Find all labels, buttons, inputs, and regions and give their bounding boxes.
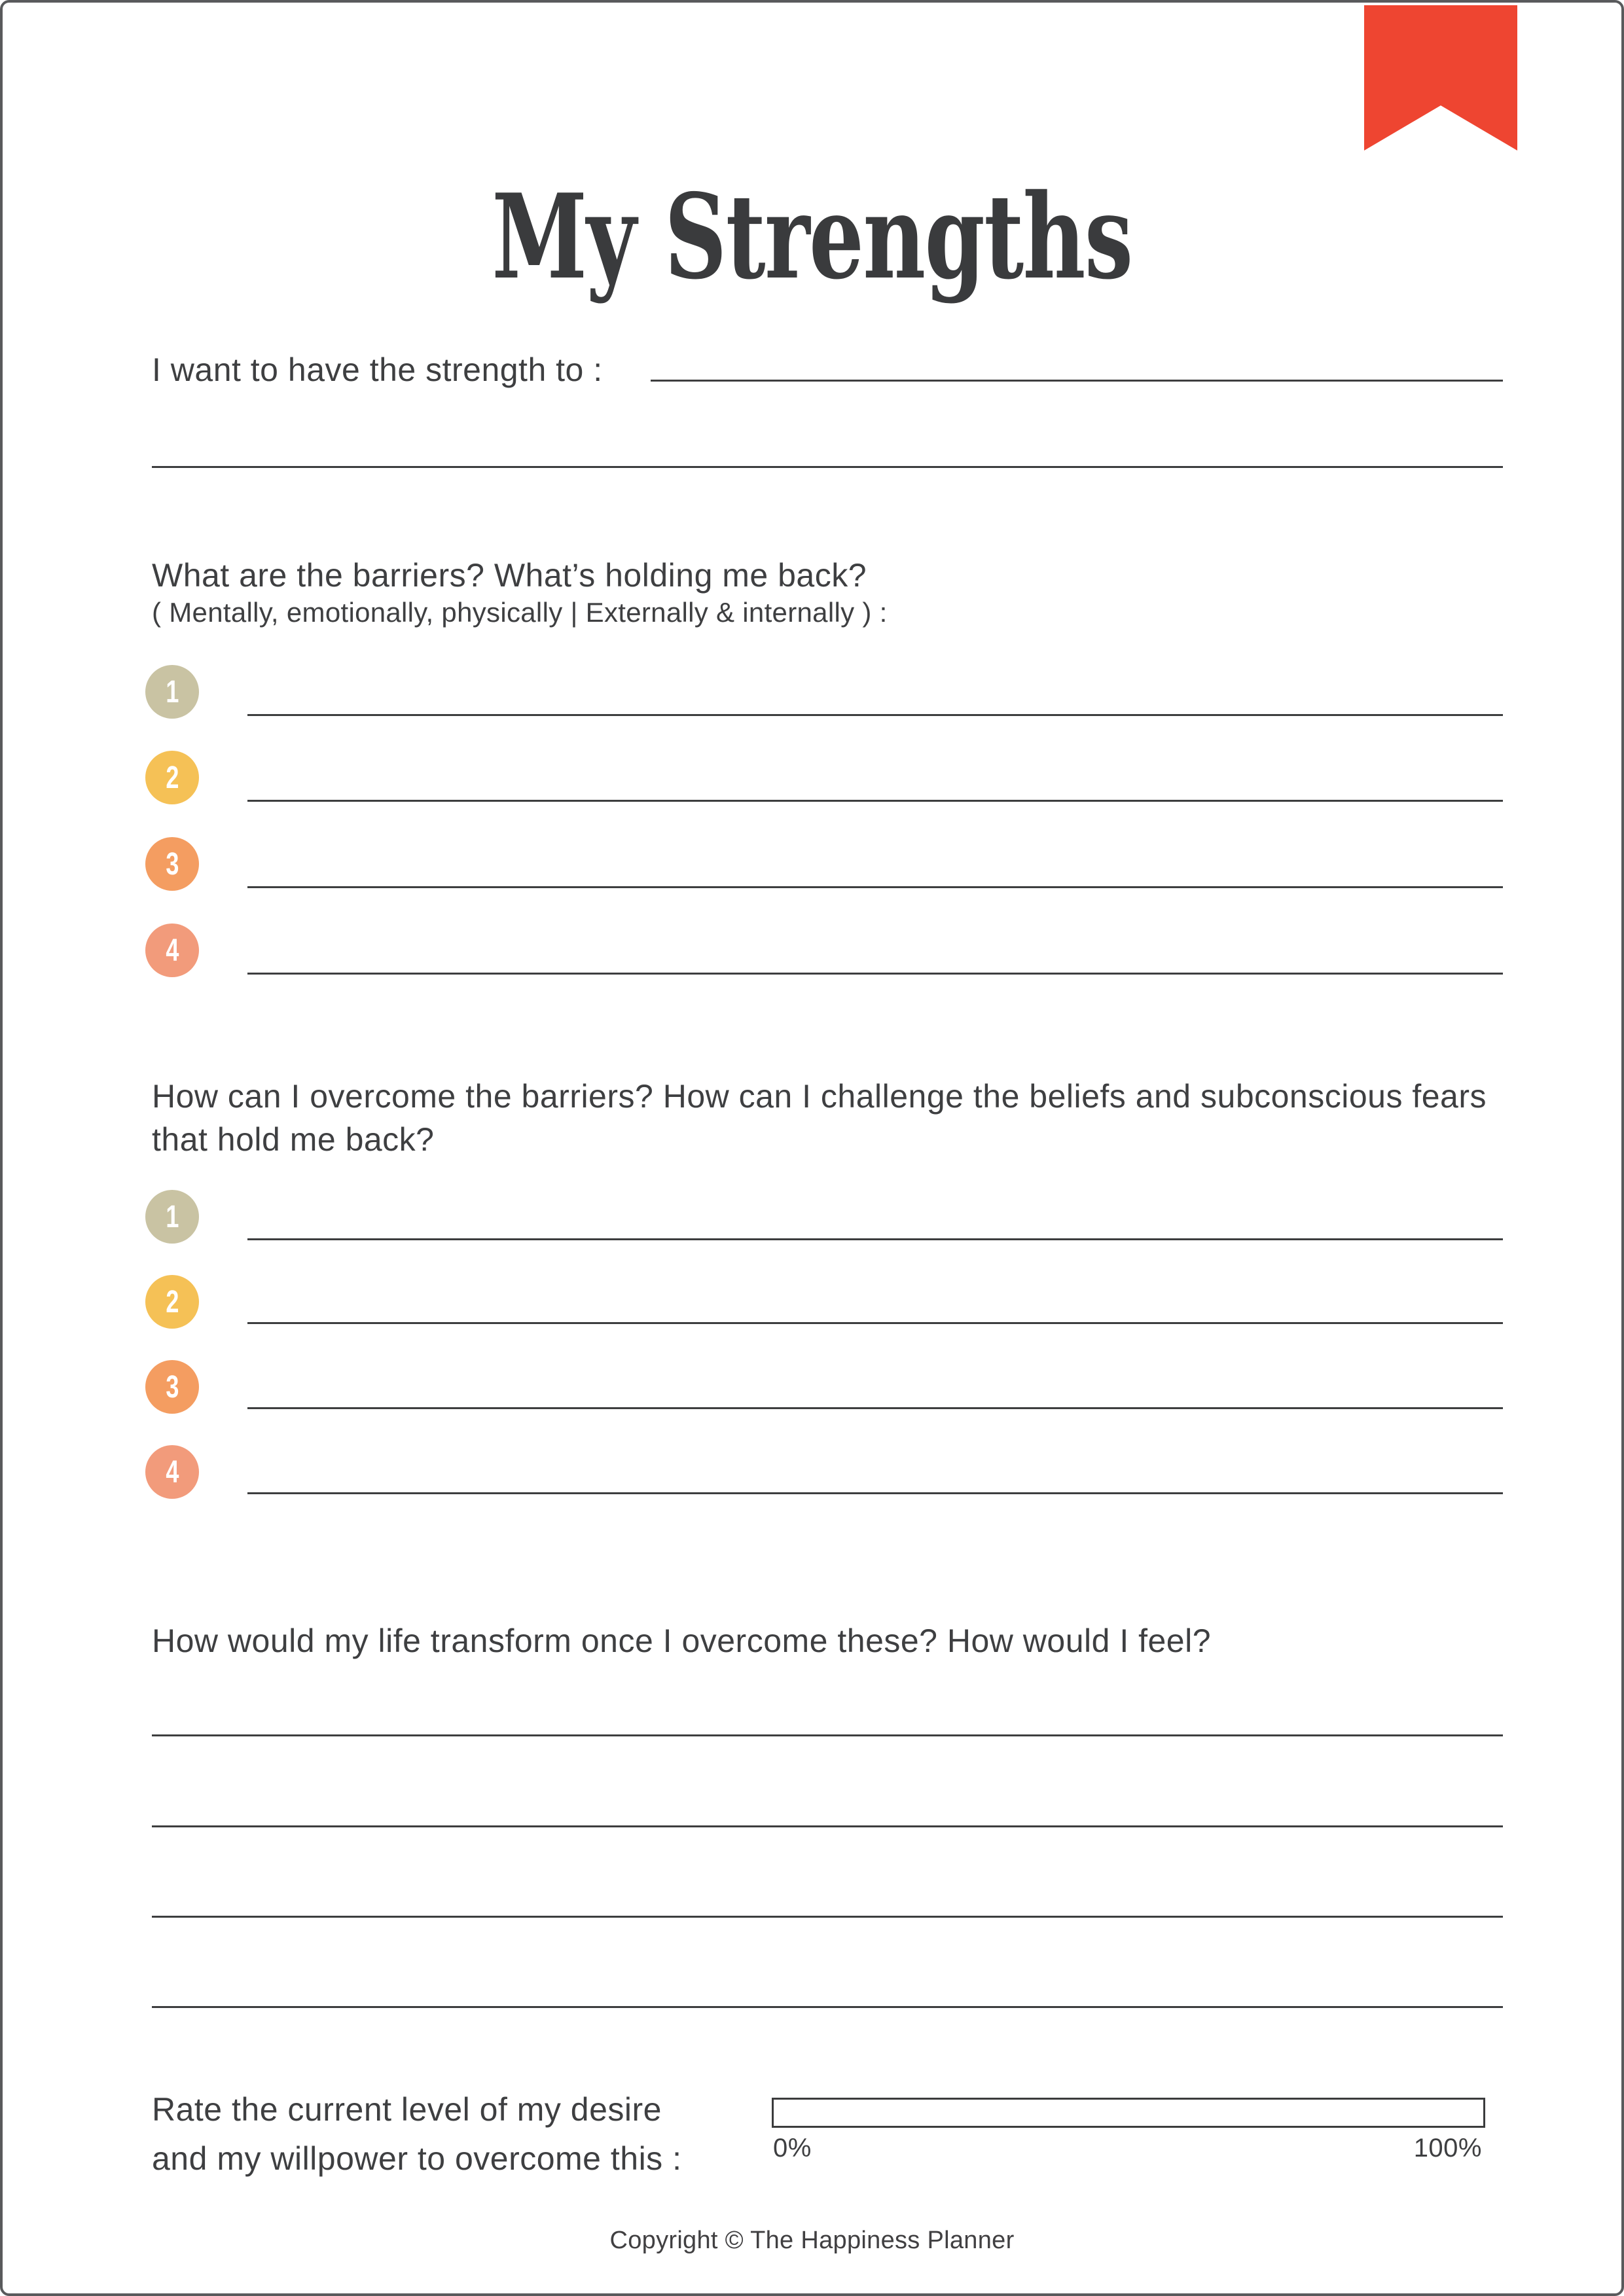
q2-heading: What are the barriers? What’s holding me back? [152, 557, 867, 594]
q3-number-2: 2 [165, 1284, 179, 1319]
q1-answer-line-1[interactable] [651, 380, 1503, 382]
q2-number-4: 4 [165, 933, 179, 968]
q4-answer-line-1[interactable] [152, 1734, 1503, 1736]
q2-number-1: 1 [165, 674, 179, 709]
q2-answer-line-3[interactable] [247, 886, 1503, 888]
q3-answer-line-2[interactable] [247, 1322, 1503, 1324]
q3-number-badge-3 [145, 1360, 199, 1414]
q2-answer-line-4[interactable] [247, 973, 1503, 975]
q2-number-badge-2 [145, 751, 199, 804]
rating-max-label: 100% [1413, 2134, 1482, 2162]
q1-answer-line-2[interactable] [152, 466, 1503, 468]
rating-label [152, 2085, 681, 2183]
rating-label-line1: Rate the current level of my desire [152, 2091, 662, 2128]
q4-answer-line-3[interactable] [152, 1916, 1503, 1918]
page-title: My Strengths [492, 168, 1132, 306]
q3-number-badge-2 [145, 1275, 199, 1329]
rating-bar[interactable] [772, 2098, 1485, 2128]
q2-number-3: 3 [165, 846, 179, 882]
rating-min-label: 0% [773, 2134, 812, 2162]
q3-number-3: 3 [165, 1369, 179, 1405]
q2-answer-line-1[interactable] [247, 714, 1503, 716]
q3-number-4: 4 [165, 1454, 179, 1490]
q2-answer-line-2[interactable] [247, 800, 1503, 802]
q4-heading: How would my life transform once I overcome these? How would I feel? [152, 1623, 1212, 1659]
q2-number-2: 2 [165, 760, 179, 795]
q3-number-badge-4 [145, 1445, 199, 1499]
q3-number-badge-1 [145, 1190, 199, 1244]
q3-answer-line-3[interactable] [247, 1407, 1503, 1409]
q3-number-1: 1 [165, 1199, 179, 1234]
q4-answer-line-4[interactable] [152, 2006, 1503, 2008]
q2-number-badge-4 [145, 924, 199, 977]
bookmark-ribbon-icon [1364, 5, 1517, 151]
q4-answer-line-2[interactable] [152, 1825, 1503, 1827]
q1-label: I want to have the strength to : [152, 351, 603, 388]
q2-number-badge-1 [145, 665, 199, 719]
q3-answer-line-1[interactable] [247, 1238, 1503, 1240]
q2-subheading: ( Mentally, emotionally, physically | Externally & internally ) : [152, 597, 888, 628]
q3-answer-line-4[interactable] [247, 1492, 1503, 1494]
q2-number-badge-3 [145, 837, 199, 891]
rating-label-line2: and my willpower to overcome this : [152, 2140, 682, 2177]
q3-heading: How can I overcome the barriers? How can I challenge the beliefs and subconscious fears that hold me back? [152, 1078, 1487, 1158]
copyright-text: Copyright © The Happiness Planner [609, 2227, 1015, 2254]
